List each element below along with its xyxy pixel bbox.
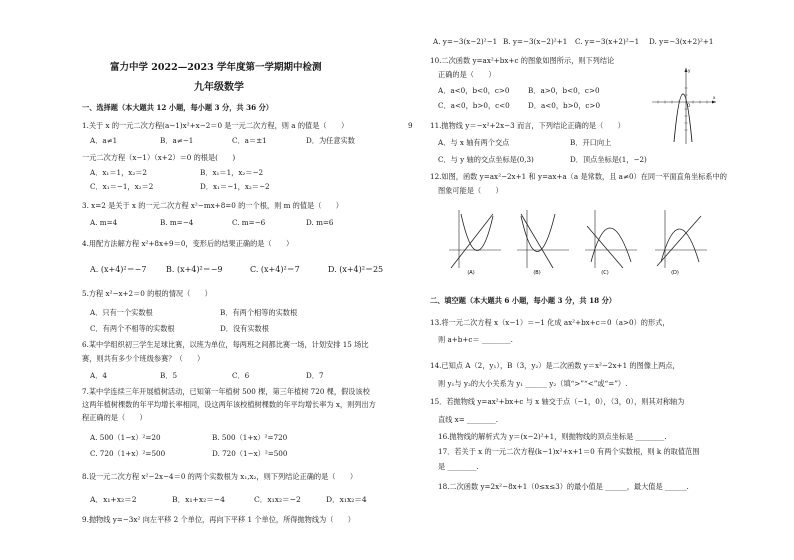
q6-option-d: D．7 [306, 371, 324, 380]
section1-heading: 一、选择题（本大题共 12 小题，每小题 3 分，共 36 分） [82, 103, 273, 112]
q6-stem-line1: 6.某中学组织初三学生足球比赛，以班为单位，每两班之间都比赛一场，计划安排 15 场比 [82, 340, 369, 349]
q3-option-c: C. m=−6 [232, 218, 266, 227]
q8-option-b: B．x₁+x₂＝−4 [172, 495, 225, 504]
q1-option-a: A．a≠1 [90, 136, 118, 145]
q8-stem: 8.设一元二次方程 x²−2x−4＝0 的两个实数根为 x₁,x₂，则下列结论正确的是（ ） [82, 472, 358, 481]
q13-line1: 13.将一元二次方程 x（x−1）＝−1 化成 ax²+bx+c＝0（a>0）的形式， [430, 318, 670, 327]
q13-line2: 则 a+b+c＝ ________. [438, 335, 513, 344]
q12-stem-line1: 12.如图，函数 y=ax²−2x+1 和 y=ax+a（a 是常数，且 a≠0）在同一平面直角坐标系中的 [430, 172, 727, 181]
q9-option-c: C. y=−3(x+2)²−1 [575, 37, 640, 46]
q2-option-a: A．x₁＝1，x₂＝2 [90, 168, 147, 177]
q12-label-a: (A) [467, 270, 475, 276]
q6-option-c: C．6 [232, 371, 250, 380]
q4-option-d: D. (x+4)²＝25 [328, 265, 384, 274]
q14-line2: 则 y₁与 y₂的大小关系为 y₁ ______ y₂（填“>”“<”或“=”）. [438, 379, 628, 388]
q11-option-b: B．开口向上 [570, 138, 612, 147]
q2-option-d: D．x₁＝−1，x₂＝−2 [200, 182, 270, 191]
q10-parabola-graph [650, 66, 718, 146]
q10-y-label: y [688, 68, 691, 73]
q15-line1: 15．若抛物线 y=ax²+bx+c 与 x 轴交于点（−1，0），（3，0），则其对称轴为 [430, 397, 685, 406]
q7-option-a: A. 500（1−x）²=20 [90, 433, 161, 442]
q9-option-d: D. y=−3(x+2)²+1 [649, 37, 714, 46]
q3-option-a: A. m=4 [90, 218, 118, 227]
margin-mark: 9 [408, 121, 413, 130]
q2-option-c: C．x₁＝−1，x₂＝2 [90, 182, 154, 191]
q12-label-c: (C) [601, 270, 609, 276]
q4-option-b: B. (x+4)²＝−9 [166, 265, 223, 274]
q10-origin-label: O [687, 103, 691, 108]
q5-option-b: B．有两个相等的实数根 [220, 308, 298, 317]
q7-option-c: C. 720（1+x）²=500 [90, 449, 166, 458]
q6-stem-line2: 赛，则共有多少个班级参赛？（ ） [82, 354, 205, 363]
q15-line2: 直线 x= ________. [438, 415, 499, 424]
q2-stem: 一元二次方程（x−1）（x+2）＝0 的根是( ) [82, 153, 236, 162]
q3-option-b: B. m=−4 [160, 218, 194, 227]
q7-stem-line2: 这两年植树棵数的年平均增长率相同，设这两年该校植树棵数的年平均增长率为 x，则列出方 [82, 400, 376, 409]
q11-stem: 11.抛物线 y＝−x²+2x−3 而言，下列结论正确的是（ ） [430, 121, 625, 130]
q7-stem-line3: 程正确的是（ ） [82, 413, 147, 422]
q11-option-c: C．与 y 轴的交点坐标是(0,3) [438, 155, 534, 164]
q2-option-b: B．x₁＝1，x₂＝−2 [200, 168, 264, 177]
section2-heading: 二、填空题（本大题共 6 小题，每小题 3 分，共 18 分） [430, 296, 616, 305]
q11-option-d: D．顶点坐标是(1，−2) [570, 155, 647, 164]
q12-graph-b [515, 206, 571, 278]
q9-stem: 9.抛物线 y=−3x² 向左平移 2 个单位，再向下平移 1 个单位，所得抛物线为（ ） [82, 515, 355, 524]
q5-option-c: C．有两个不相等的实数根 [90, 324, 175, 333]
q12-stem-line2: 图象可能是（ ） [438, 186, 503, 195]
q12-graph-c [583, 206, 639, 278]
q11-option-a: A．与 x 轴有两个交点 [438, 138, 510, 147]
q10-option-c: C．a<0，b>0，c<0 [438, 101, 510, 110]
q10-stem-line2: 正确的是（ ） [438, 70, 496, 79]
q5-stem: 5.方程 x²−x+2＝0 的根的情况（ ） [82, 289, 212, 298]
q17-line2: 是 ________. [438, 462, 479, 471]
q1-option-d: D．为任意实数 [306, 136, 355, 145]
q1-option-c: C．a＝±1 [232, 136, 267, 145]
q10-option-a: A．a<0，b<0，c>0 [438, 86, 510, 95]
q7-stem-line1: 7.某中学连续三年开展植树活动，已知第一年植树 500 棵，第三年植树 720 棵，假设该校 [82, 387, 370, 396]
q14-line1: 14.已知点 A（2，y₁），B（3，y₂）是二次函数 y＝x²−2x+1 的图像上两点， [430, 361, 680, 370]
q4-option-a: A. (x+4)²＝−7 [90, 265, 147, 274]
q18-text: 18.二次函数 y=2x²−8x+1（0≤x≤3）的最小值是 ______，最大值是 ______. [438, 482, 689, 491]
q10-option-b: B．a>0，b<0，c>0 [528, 86, 600, 95]
q4-option-c: C. (x+4)²＝7 [250, 265, 300, 274]
q1-stem: 1.关于 x 的一元二次方程(a−1)x²+x−2＝0 是一元二次方程，则 a 的值是（ ） [82, 121, 349, 130]
q10-option-d: D．a<0，b>0，c>0 [528, 101, 601, 110]
exam-subtitle: 九年级数学 [194, 82, 244, 93]
q12-graph-d [653, 206, 709, 278]
q5-option-d: D．没有实数根 [220, 324, 269, 333]
q12-graph-a [447, 206, 503, 278]
q10-x-label: x [713, 95, 716, 100]
q3-stem: 3. x=2 是关于 x 的一元二次方程 x²−mx+8=0 的一个根，则 m 的值是（ ） [82, 201, 343, 210]
q7-option-d: D. 720（1−x）²=500 [212, 449, 288, 458]
q12-label-d: (D) [671, 270, 679, 276]
q16-text: 16.抛物线的解析式为 y＝(x−2)²+1，则抛物线的顶点坐标是 ________. [438, 432, 667, 441]
q6-option-b: B．5 [160, 371, 178, 380]
q4-stem: 4.用配方法解方程 x²+8x+9＝0，变形后的结果正确的是（ ） [82, 239, 294, 248]
q7-option-b: B. 500（1+x）²=720 [212, 433, 288, 442]
q1-option-b: B．a≠−1 [160, 136, 194, 145]
q17-line1: 17．若关于 x 的一元二次方程(k−1)x²+x+1＝0 有两个实数根，则 k 的取值范围 [438, 447, 700, 456]
exam-title: 富力中学 2022—2023 学年度第一学期期中检测 [110, 62, 322, 73]
q8-option-a: A．x₁+x₂＝2 [90, 495, 137, 504]
q12-label-b: (B) [533, 270, 541, 276]
q8-option-c: C．x₁x₂＝−2 [254, 495, 301, 504]
q9-option-a: A. y=−3(x−2)²−1 [433, 37, 498, 46]
q6-option-a: A．4 [90, 371, 107, 380]
q10-stem-line1: 10.二次函数 y=ax²+bx+c 的图象如图所示，则下列结论 [430, 56, 615, 65]
q8-option-d: D．x₁x₂＝4 [326, 495, 367, 504]
q5-option-a: A．只有一个实数根 [90, 308, 153, 317]
q9-option-b: B. y=−3(x−2)²+1 [503, 37, 568, 46]
q3-option-d: D. m=6 [306, 218, 334, 227]
